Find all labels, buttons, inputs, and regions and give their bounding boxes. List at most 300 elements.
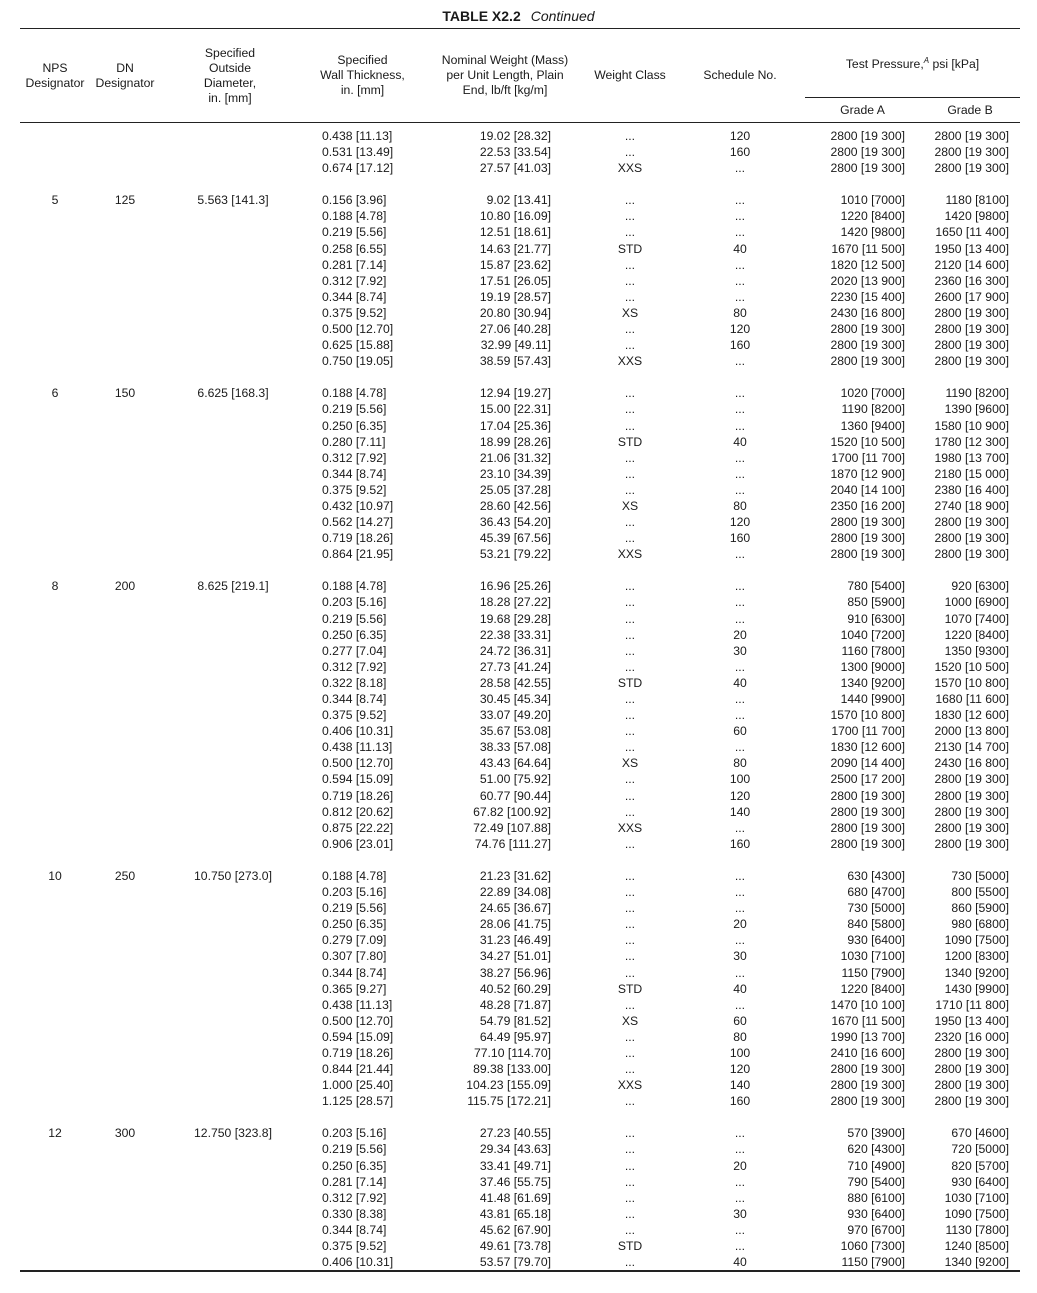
- grade-b-pressure-cell: 2800 [19 300]: [934, 1094, 1010, 1109]
- schedule-cell: ...: [734, 579, 746, 594]
- nps-cell: [20, 707, 90, 723]
- schedule-cell: ...: [734, 209, 746, 224]
- table-row: [20, 321, 1020, 337]
- table-row: [20, 1125, 1020, 1141]
- nominal-weight-cell: 18.99 [28.26]: [479, 434, 551, 449]
- table-row: [20, 611, 1020, 627]
- nominal-weight-cell: 24.65 [36.67]: [479, 901, 551, 916]
- schedule-cell: 80: [733, 305, 747, 320]
- pipe-dimensions-table: [20, 28, 1020, 1272]
- wall-thickness-cell: 0.203 [5.16]: [322, 595, 387, 610]
- grade-a-pressure-cell: 1570 [10 800]: [830, 708, 905, 723]
- dn-cell: 150: [114, 386, 136, 401]
- outside-diameter-cell: [160, 1206, 300, 1222]
- header-wall-thickness: [300, 29, 425, 123]
- outside-diameter-cell: [160, 675, 300, 691]
- nominal-weight-cell: 48.28 [71.87]: [479, 997, 551, 1012]
- grade-b-pressure-cell: 2800 [19 300]: [934, 1062, 1010, 1077]
- nominal-weight-cell: 27.06 [40.28]: [479, 322, 551, 337]
- table-row: [20, 1222, 1020, 1238]
- wall-thickness-cell: 0.203 [5.16]: [322, 885, 387, 900]
- grade-a-pressure-cell: 1340 [9200]: [840, 675, 905, 690]
- outside-diameter-cell: [160, 353, 300, 369]
- schedule-cell: 60: [733, 724, 747, 739]
- outside-diameter-cell: [160, 1158, 300, 1174]
- nps-cell: [20, 224, 90, 240]
- grade-b-pressure-cell: 1650 [11 400]: [935, 225, 1010, 240]
- nominal-weight-cell: 19.19 [28.57]: [479, 289, 551, 304]
- group-spacer: [20, 369, 1020, 385]
- table-row: [20, 997, 1020, 1013]
- wall-thickness-cell: 0.375 [9.52]: [322, 708, 387, 723]
- nps-cell: [20, 337, 90, 353]
- table-row: [20, 932, 1020, 948]
- wall-thickness-cell: 0.750 [19.05]: [322, 354, 394, 369]
- wall-thickness-cell: 0.674 [17.12]: [322, 161, 394, 176]
- nominal-weight-cell: 38.59 [57.43]: [479, 354, 551, 369]
- wall-thickness-cell: 0.280 [7.11]: [322, 434, 386, 449]
- header-test-pressure: [805, 29, 1020, 98]
- schedule-cell: 160: [729, 338, 751, 353]
- outside-diameter-cell: [160, 643, 300, 659]
- wall-thickness-cell: 0.844 [21.44]: [322, 1062, 394, 1077]
- dn-cell: [90, 948, 160, 964]
- dn-cell: [90, 1045, 160, 1061]
- nominal-weight-cell: 38.27 [56.96]: [479, 965, 551, 980]
- table-row: [20, 916, 1020, 932]
- dn-cell: [90, 804, 160, 820]
- outside-diameter-cell: [160, 1190, 300, 1206]
- grade-b-pressure-cell: 820 [5700]: [951, 1158, 1010, 1173]
- outside-diameter-cell: [160, 337, 300, 353]
- dn-cell: [90, 1141, 160, 1157]
- nominal-weight-cell: 10.80 [16.09]: [479, 209, 551, 224]
- schedule-cell: ...: [734, 1239, 746, 1253]
- weight-class-cell: ...: [624, 322, 636, 337]
- grade-a-pressure-cell: 630 [4300]: [847, 868, 905, 883]
- wall-thickness-cell: 0.277 [7.04]: [322, 643, 387, 658]
- weight-class-cell: ...: [624, 901, 636, 916]
- grade-b-pressure-cell: 1950 [13 400]: [934, 1013, 1010, 1028]
- weight-class-cell: ...: [624, 1062, 636, 1077]
- weight-class-cell: ...: [624, 418, 636, 433]
- grade-a-pressure-cell: 1190 [8200]: [841, 402, 905, 417]
- wall-thickness-cell: 0.344 [8.74]: [322, 466, 387, 481]
- dn-cell: [90, 514, 160, 530]
- table-row: [20, 659, 1020, 675]
- nominal-weight-cell: 43.43 [64.64]: [479, 756, 551, 771]
- weight-class-cell: ...: [624, 257, 636, 272]
- nominal-weight-cell: 40.52 [60.29]: [479, 981, 551, 996]
- outside-diameter-cell: [160, 273, 300, 289]
- grade-b-pressure-cell: 1070 [7400]: [944, 611, 1010, 626]
- nps-cell: [20, 1093, 90, 1109]
- schedule-cell: ...: [734, 933, 746, 948]
- grade-a-pressure-cell: 2230 [15 400]: [830, 289, 905, 304]
- nominal-weight-cell: 15.00 [22.31]: [479, 402, 551, 417]
- nps-cell: [20, 418, 90, 434]
- header-weight-line: Nominal Weight (Mass): [441, 53, 569, 67]
- header-schedule-no: Schedule No.: [703, 68, 777, 82]
- outside-diameter-cell: [160, 1061, 300, 1077]
- nps-cell: [20, 514, 90, 530]
- table-row: [20, 1254, 1020, 1271]
- grade-b-pressure-cell: 720 [5000]: [951, 1142, 1010, 1157]
- grade-b-pressure-cell: 1830 [12 600]: [934, 708, 1010, 723]
- dn-cell: [90, 257, 160, 273]
- table-row: [20, 418, 1020, 434]
- nps-cell: [20, 1158, 90, 1174]
- nps-cell: [20, 965, 90, 981]
- nominal-weight-cell: 104.23 [155.09]: [466, 1078, 551, 1093]
- wall-thickness-cell: 0.438 [11.13]: [322, 997, 393, 1012]
- outside-diameter-cell: [160, 1077, 300, 1093]
- outside-diameter-cell: [160, 434, 300, 450]
- nps-cell: [20, 916, 90, 932]
- outside-diameter-cell: [160, 884, 300, 900]
- grade-b-pressure-cell: 1340 [9200]: [944, 1255, 1010, 1270]
- table-row: [20, 273, 1020, 289]
- grade-a-pressure-cell: 1060 [7300]: [840, 1239, 905, 1253]
- outside-diameter-cell: [160, 659, 300, 675]
- dn-cell: [90, 224, 160, 240]
- wall-thickness-cell: 0.365 [9.27]: [322, 981, 387, 996]
- weight-class-cell: ...: [624, 933, 636, 948]
- schedule-cell: ...: [734, 692, 746, 706]
- weight-class-cell: XS: [621, 498, 639, 513]
- nps-cell: [20, 1013, 90, 1029]
- nps-cell: [20, 1061, 90, 1077]
- table-row: [20, 900, 1020, 916]
- weight-class-cell: XXS: [617, 820, 643, 835]
- nps-cell: [20, 981, 90, 997]
- nps-cell: [20, 321, 90, 337]
- grade-b-pressure-cell: 2130 [14 700]: [934, 740, 1010, 755]
- grade-b-pressure-cell: 980 [6800]: [951, 917, 1010, 932]
- weight-class-cell: ...: [624, 708, 636, 723]
- dn-cell: [90, 1061, 160, 1077]
- wall-thickness-cell: 0.188 [4.78]: [322, 579, 387, 594]
- dn-cell: 300: [114, 1126, 136, 1141]
- grade-a-pressure-cell: 570 [3900]: [847, 1126, 905, 1141]
- outside-diameter-cell: [160, 965, 300, 981]
- weight-class-cell: ...: [624, 531, 636, 546]
- nps-cell: 8: [51, 579, 59, 594]
- schedule-cell: ...: [734, 885, 746, 900]
- weight-class-cell: XXS: [617, 161, 643, 176]
- outside-diameter-cell: [160, 1222, 300, 1238]
- grade-a-pressure-cell: 1670 [11 500]: [831, 241, 905, 256]
- wall-thickness-cell: 0.312 [7.92]: [322, 450, 387, 465]
- nps-cell: [20, 820, 90, 836]
- dn-cell: [90, 208, 160, 224]
- table-row: [20, 401, 1020, 417]
- grade-a-pressure-cell: 2800 [19 300]: [830, 338, 905, 353]
- outside-diameter-cell: [160, 289, 300, 305]
- wall-thickness-cell: 0.344 [8.74]: [322, 289, 387, 304]
- wall-thickness-cell: 0.250 [6.35]: [322, 917, 387, 932]
- grade-a-pressure-cell: 2800 [19 300]: [830, 1094, 905, 1109]
- weight-class-cell: ...: [624, 772, 636, 787]
- nps-cell: [20, 1077, 90, 1093]
- table-row: [20, 1093, 1020, 1109]
- dn-cell: [90, 418, 160, 434]
- wall-thickness-cell: 0.330 [8.38]: [322, 1206, 387, 1221]
- dn-cell: [90, 820, 160, 836]
- nominal-weight-cell: 14.63 [21.77]: [479, 241, 551, 256]
- grade-b-pressure-cell: 1980 [13 700]: [934, 450, 1010, 465]
- wall-thickness-cell: 0.312 [7.92]: [322, 1190, 387, 1205]
- weight-class-cell: ...: [624, 868, 636, 883]
- grade-b-pressure-cell: 2800 [19 300]: [934, 338, 1010, 353]
- dn-cell: [90, 450, 160, 466]
- group-spacer: [20, 1109, 1020, 1125]
- wall-thickness-cell: 0.322 [8.18]: [322, 675, 387, 690]
- dn-cell: [90, 321, 160, 337]
- nominal-weight-cell: 31.23 [46.49]: [479, 933, 551, 948]
- weight-class-cell: ...: [624, 949, 636, 964]
- dn-cell: [90, 1254, 160, 1271]
- weight-class-cell: ...: [624, 1094, 636, 1109]
- grade-b-pressure-cell: 2800 [19 300]: [934, 1078, 1010, 1093]
- grade-a-pressure-cell: 1220 [8400]: [840, 209, 905, 224]
- schedule-cell: ...: [734, 354, 746, 369]
- nps-cell: [20, 643, 90, 659]
- grade-b-pressure-cell: 2800 [19 300]: [934, 354, 1010, 369]
- dn-cell: [90, 771, 160, 787]
- wall-thickness-cell: 0.906 [23.01]: [322, 836, 394, 851]
- grade-a-pressure-cell: 930 [6400]: [847, 1206, 905, 1221]
- dn-cell: [90, 273, 160, 289]
- dn-cell: [90, 289, 160, 305]
- schedule-cell: 20: [733, 627, 747, 642]
- outside-diameter-cell: [160, 123, 300, 145]
- schedule-cell: 120: [729, 129, 751, 143]
- outside-diameter-cell: [160, 1029, 300, 1045]
- grade-a-pressure-cell: 930 [6400]: [847, 933, 905, 948]
- nominal-weight-cell: 36.43 [54.20]: [479, 515, 551, 530]
- wall-thickness-cell: 0.344 [8.74]: [322, 965, 387, 980]
- dn-cell: [90, 900, 160, 916]
- dn-cell: [90, 916, 160, 932]
- table-row: [20, 836, 1020, 852]
- grade-b-pressure-cell: 2800 [19 300]: [934, 804, 1010, 819]
- outside-diameter-cell: [160, 932, 300, 948]
- nominal-weight-cell: 35.67 [53.08]: [479, 724, 551, 739]
- wall-thickness-cell: 0.719 [18.26]: [322, 788, 394, 803]
- grade-a-pressure-cell: 1030 [7100]: [840, 949, 905, 964]
- dn-cell: [90, 1093, 160, 1109]
- grade-a-pressure-cell: 2040 [14 100]: [830, 482, 905, 497]
- schedule-cell: ...: [734, 965, 746, 980]
- schedule-cell: ...: [734, 418, 746, 433]
- wall-thickness-cell: 0.219 [5.56]: [322, 225, 387, 240]
- grade-b-pressure-cell: 1680 [11 600]: [935, 692, 1010, 706]
- grade-a-pressure-cell: 1420 [9800]: [840, 225, 905, 240]
- wall-thickness-cell: 0.279 [7.09]: [322, 933, 387, 948]
- dn-cell: [90, 1174, 160, 1190]
- nps-cell: [20, 611, 90, 627]
- nps-cell: [20, 1174, 90, 1190]
- weight-class-cell: ...: [624, 1142, 636, 1157]
- dn-cell: [90, 1222, 160, 1238]
- wall-thickness-cell: 0.500 [12.70]: [322, 756, 394, 771]
- nps-cell: [20, 836, 90, 852]
- table-row: [20, 434, 1020, 450]
- nominal-weight-cell: 28.58 [42.55]: [479, 675, 551, 690]
- dn-cell: [90, 1013, 160, 1029]
- weight-class-cell: ...: [624, 1126, 636, 1141]
- weight-class-cell: XS: [621, 756, 639, 771]
- schedule-cell: 140: [729, 1078, 751, 1093]
- outside-diameter-cell: [160, 401, 300, 417]
- nps-cell: [20, 305, 90, 321]
- table-row: [20, 546, 1020, 562]
- wall-thickness-cell: 0.258 [6.55]: [322, 241, 387, 256]
- grade-a-pressure-cell: 2430 [16 800]: [830, 305, 905, 320]
- grade-a-pressure-cell: 2800 [19 300]: [830, 836, 905, 851]
- nps-cell: [20, 289, 90, 305]
- wall-thickness-cell: 0.500 [12.70]: [322, 1013, 394, 1028]
- grade-a-pressure-cell: 1010 [7000]: [840, 193, 905, 208]
- schedule-cell: ...: [734, 595, 746, 610]
- weight-class-cell: ...: [624, 1222, 636, 1237]
- nominal-weight-cell: 23.10 [34.39]: [479, 466, 551, 481]
- nps-cell: [20, 208, 90, 224]
- table-row: [20, 981, 1020, 997]
- wall-thickness-cell: 0.219 [5.56]: [322, 1142, 387, 1157]
- grade-a-pressure-cell: 1150 [7900]: [841, 1255, 905, 1270]
- outside-diameter-cell: [160, 997, 300, 1013]
- outside-diameter-cell: [160, 144, 300, 160]
- header-test-pressure-label: Test Pressure,: [845, 57, 924, 72]
- outside-diameter-cell: 6.625 [168.3]: [197, 386, 269, 401]
- header-outside-diameter: [160, 29, 300, 123]
- schedule-cell: 100: [729, 1045, 751, 1060]
- weight-class-cell: ...: [624, 917, 636, 932]
- schedule-cell: 120: [729, 1062, 751, 1077]
- wall-thickness-cell: 0.344 [8.74]: [322, 1222, 387, 1237]
- nps-cell: [20, 771, 90, 787]
- wall-thickness-cell: 0.812 [20.62]: [322, 804, 394, 819]
- nps-cell: [20, 160, 90, 176]
- dn-cell: [90, 611, 160, 627]
- schedule-cell: ...: [734, 901, 746, 916]
- grade-b-pressure-cell: 730 [5000]: [951, 868, 1010, 883]
- grade-b-pressure-cell: 1030 [7100]: [944, 1190, 1010, 1205]
- wall-thickness-cell: 0.188 [4.78]: [322, 868, 387, 883]
- nominal-weight-cell: 115.75 [172.21]: [467, 1094, 551, 1109]
- header-dn-line: DN: [116, 60, 134, 75]
- grade-b-pressure-cell: 1390 [9600]: [944, 402, 1010, 417]
- wall-thickness-cell: 0.432 [10.97]: [322, 498, 394, 513]
- nps-cell: [20, 1029, 90, 1045]
- nominal-weight-cell: 77.10 [114.70]: [473, 1045, 551, 1060]
- nominal-weight-cell: 74.76 [111.27]: [474, 836, 551, 851]
- nominal-weight-cell: 21.23 [31.62]: [479, 868, 551, 883]
- schedule-cell: 40: [733, 981, 747, 996]
- table-number: TABLE X2.2: [442, 8, 521, 24]
- table-row: [20, 1045, 1020, 1061]
- nps-cell: [20, 884, 90, 900]
- nominal-weight-cell: 9.02 [13.41]: [486, 193, 551, 208]
- dn-cell: [90, 466, 160, 482]
- outside-diameter-cell: [160, 466, 300, 482]
- wall-thickness-cell: 0.219 [5.56]: [322, 901, 387, 916]
- dn-cell: 125: [114, 193, 136, 208]
- wall-thickness-cell: 0.562 [14.27]: [322, 515, 394, 530]
- outside-diameter-cell: [160, 594, 300, 610]
- table-row: [20, 578, 1020, 594]
- outside-diameter-cell: [160, 691, 300, 707]
- header-nominal-weight: [425, 29, 585, 123]
- table-row: [20, 192, 1020, 208]
- grade-b-pressure-cell: 2430 [16 800]: [934, 756, 1010, 771]
- nominal-weight-cell: 16.96 [25.26]: [479, 579, 551, 594]
- grade-a-pressure-cell: 1220 [8400]: [840, 981, 905, 996]
- schedule-cell: 100: [729, 772, 751, 787]
- grade-b-pressure-cell: 2800 [19 300]: [934, 305, 1010, 320]
- header-grade-b: Grade B: [920, 98, 1020, 123]
- header-wall-line: Wall Thickness,: [320, 68, 405, 82]
- nominal-weight-cell: 30.45 [45.34]: [479, 692, 551, 706]
- grade-b-pressure-cell: 1240 [8500]: [944, 1239, 1010, 1253]
- wall-thickness-cell: 0.406 [10.31]: [322, 1255, 394, 1270]
- weight-class-cell: ...: [624, 724, 636, 739]
- grade-a-pressure-cell: 1020 [7000]: [840, 386, 905, 401]
- dn-cell: [90, 1029, 160, 1045]
- grade-b-pressure-cell: 2180 [15 000]: [934, 466, 1010, 481]
- grade-a-pressure-cell: 1150 [7900]: [841, 965, 905, 980]
- weight-class-cell: ...: [624, 193, 636, 208]
- outside-diameter-cell: [160, 820, 300, 836]
- weight-class-cell: ...: [624, 515, 636, 530]
- weight-class-cell: XXS: [617, 354, 643, 369]
- wall-thickness-cell: 1.000 [25.40]: [322, 1078, 394, 1093]
- schedule-cell: ...: [734, 1142, 746, 1157]
- header-nps: [20, 29, 90, 123]
- grade-a-pressure-cell: 910 [6300]: [847, 611, 905, 626]
- nps-cell: [20, 675, 90, 691]
- nps-cell: 5: [51, 193, 59, 208]
- outside-diameter-cell: [160, 788, 300, 804]
- nominal-weight-cell: 54.79 [81.52]: [479, 1013, 551, 1028]
- schedule-cell: ...: [734, 659, 746, 674]
- dn-cell: [90, 305, 160, 321]
- table-row: [20, 1158, 1020, 1174]
- nominal-weight-cell: 21.06 [31.32]: [479, 450, 551, 465]
- grade-a-pressure-cell: 1700 [11 700]: [831, 450, 905, 465]
- table-row: [20, 594, 1020, 610]
- grade-b-pressure-cell: 2800 [19 300]: [934, 531, 1010, 546]
- header-weight-line: per Unit Length, Plain: [446, 68, 564, 82]
- table-row: [20, 241, 1020, 257]
- outside-diameter-cell: [160, 916, 300, 932]
- table-row: [20, 707, 1020, 723]
- header-od-line: Specified: [204, 45, 256, 60]
- nominal-weight-cell: 19.68 [29.28]: [479, 611, 551, 626]
- grade-b-pressure-cell: 2380 [16 400]: [934, 482, 1010, 497]
- dn-cell: [90, 1206, 160, 1222]
- nominal-weight-cell: 41.48 [61.69]: [479, 1190, 551, 1205]
- wall-thickness-cell: 0.438 [11.13]: [322, 129, 393, 143]
- schedule-cell: ...: [734, 1126, 746, 1141]
- table-row: [20, 788, 1020, 804]
- outside-diameter-cell: 10.750 [273.0]: [194, 868, 272, 883]
- grade-a-pressure-cell: 2800 [19 300]: [830, 161, 905, 176]
- nominal-weight-cell: 53.21 [79.22]: [479, 547, 551, 562]
- schedule-cell: ...: [734, 820, 746, 835]
